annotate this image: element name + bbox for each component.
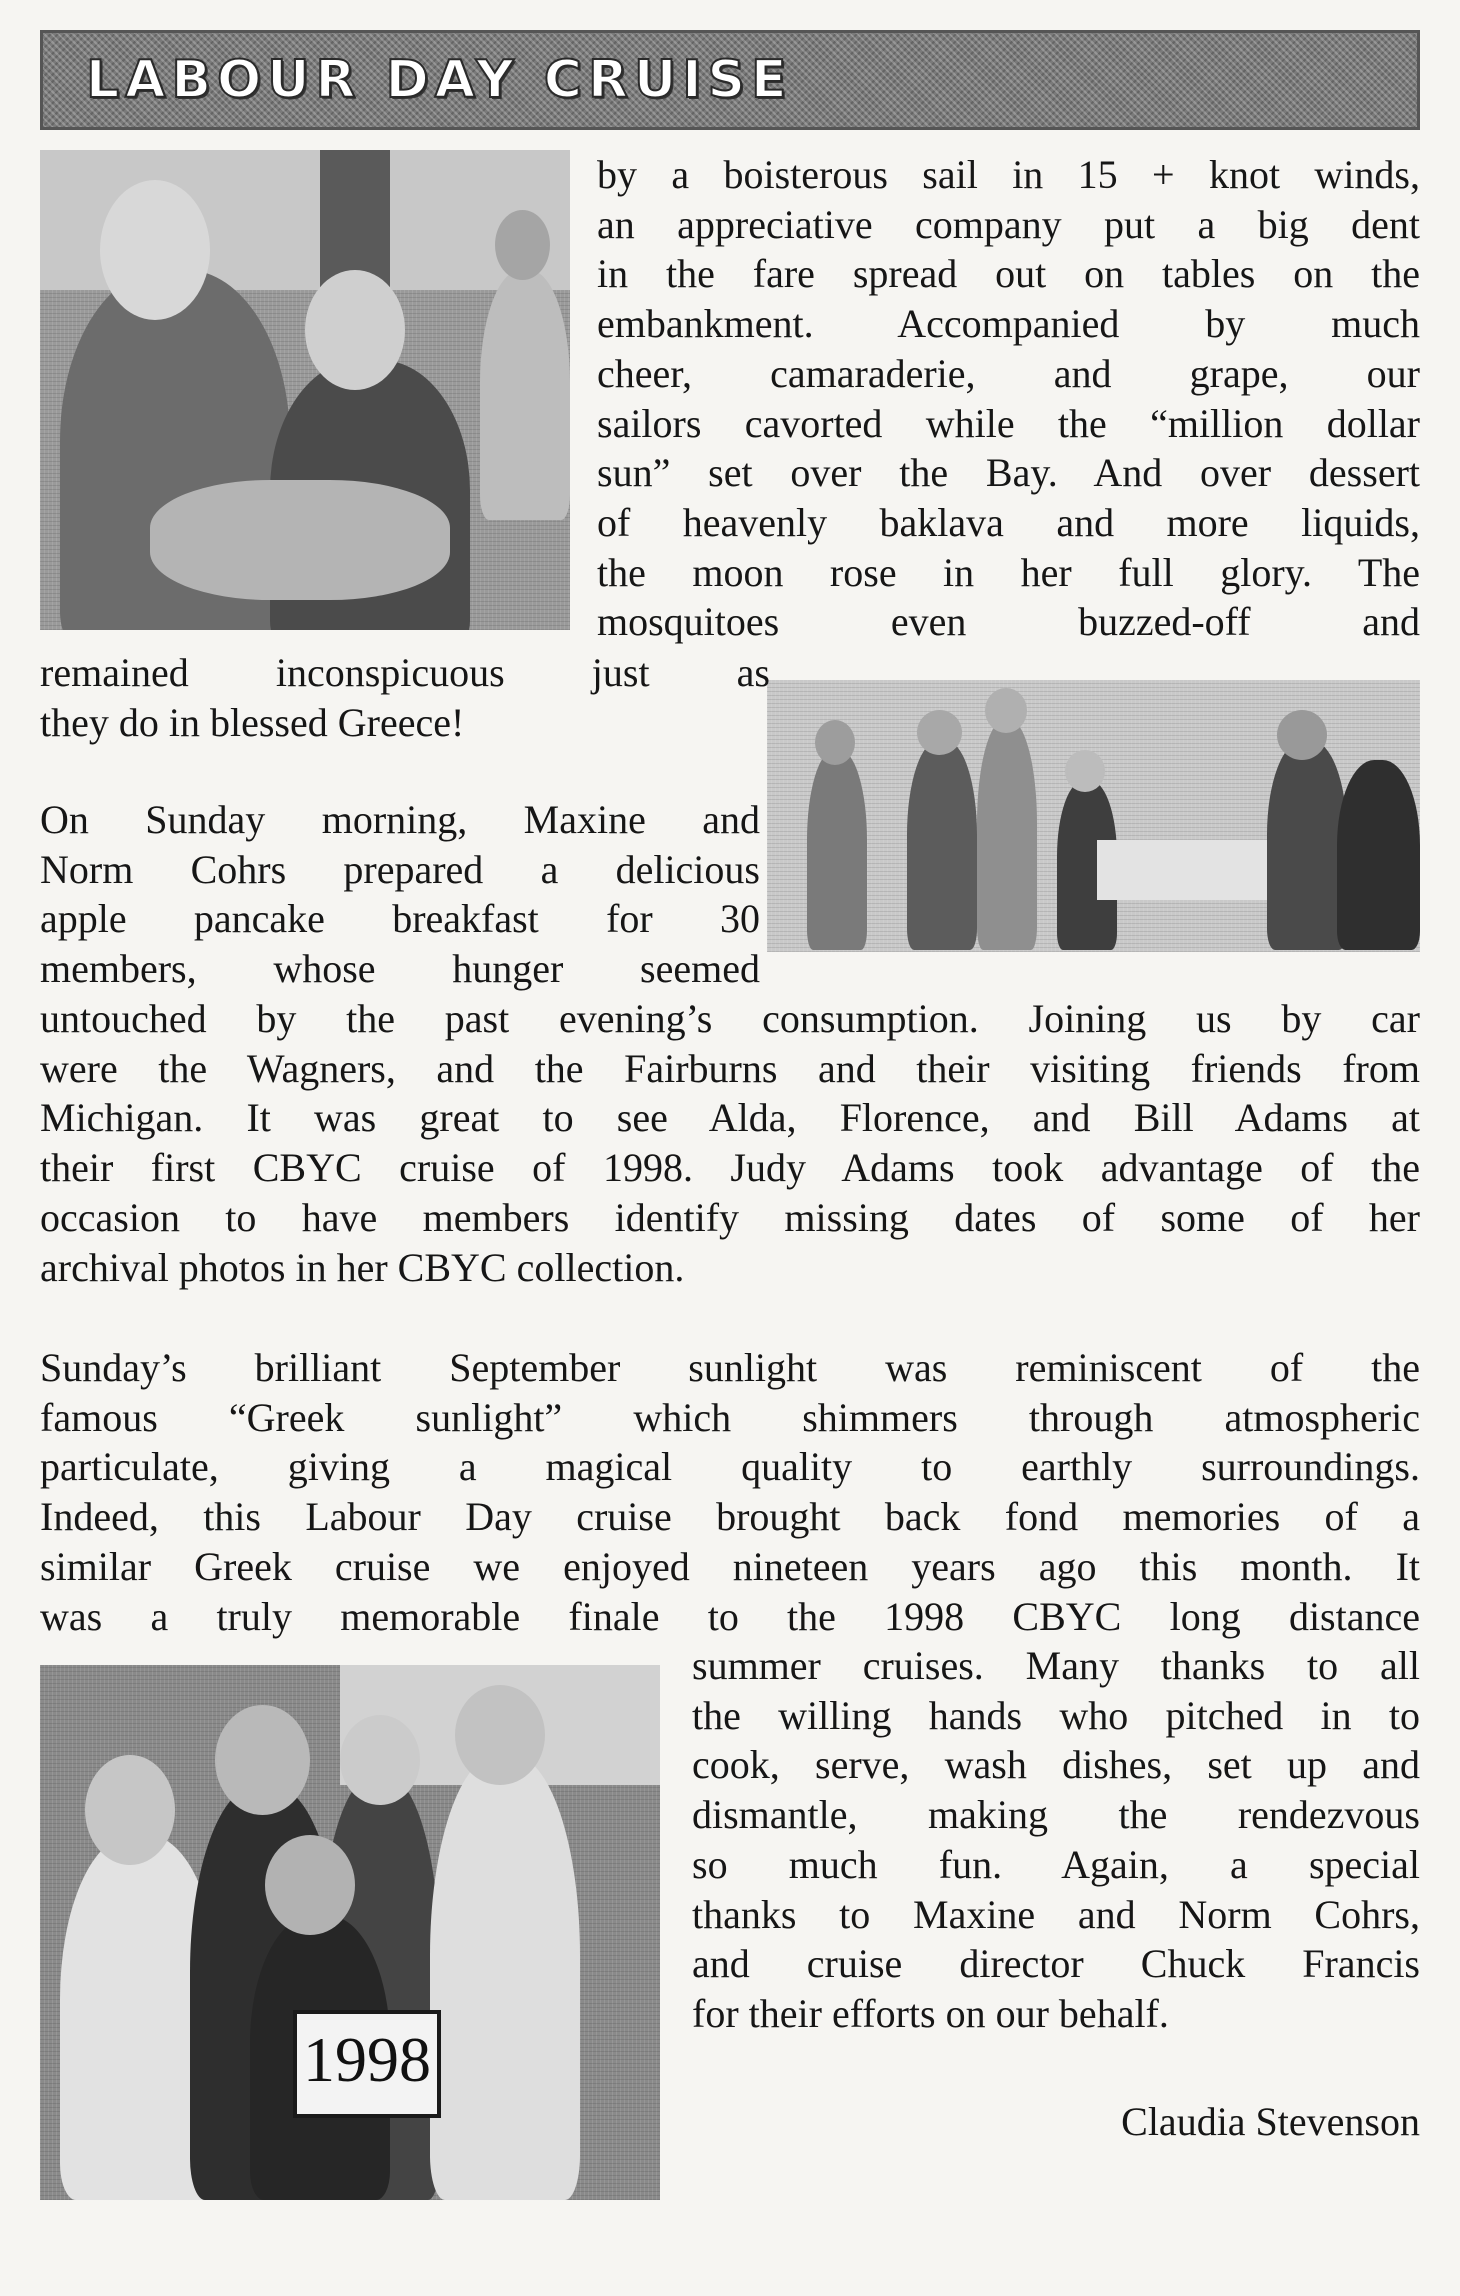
text-line: summer cruises. Many thanks to all [692, 1643, 1420, 1688]
paragraph-2-side [40, 795, 760, 994]
text-line: similar Greek cruise we enjoyed nineteen years ago this month. It [40, 1543, 1420, 1589]
text-line: untouched by the past evening’s consumption. Joining us by car [40, 996, 1420, 1041]
text-line: sailors cavorted while the “million dollar [597, 400, 1420, 446]
text-line: of heavenly baklava and more liquids, [597, 499, 1420, 545]
text-line: for their efforts on our behalf. [692, 1990, 1169, 2036]
paragraph-3 [40, 1343, 1420, 1641]
text-line: and cruise director Chuck Francis [692, 1941, 1420, 1987]
text-line: embankment. Accompanied by much [597, 301, 1420, 347]
text-line: so much fun. Again, a special [692, 1841, 1420, 1887]
text-line: particulate, giving a magical quality to earthly surroundings. [40, 1444, 1420, 1490]
text-line: remained inconspicuous just as [40, 650, 770, 695]
text-line: Sunday’s brilliant September sunlight was reminiscent of the [40, 1345, 1420, 1390]
text-line: cheer, camaraderie, and grape, our [597, 350, 1420, 396]
text-line: Michigan. It was great to see Alda, Florence, and Bill Adams at [40, 1095, 1420, 1141]
text-line: was a truly memorable finale to the 1998 CBYC long distance [40, 1593, 1420, 1639]
text-line: by a boisterous sail in 15 + knot winds, [597, 152, 1420, 197]
text-line: members, whose hunger seemed [40, 946, 760, 992]
text-line: the willing hands who pitched in to [692, 1692, 1420, 1738]
text-line: the moon rose in her full glory. The [597, 549, 1420, 595]
photo-men-with-food [40, 150, 570, 630]
text-line: mosquitoes even buzzed-off and [597, 599, 1420, 645]
text-line: occasion to have members identify missing dates of some of her [40, 1194, 1420, 1240]
header-banner [40, 30, 1420, 130]
paragraph-1-tail [40, 648, 770, 698]
text-line: famous “Greek sunlight” which shimmers through atmospheric [40, 1394, 1420, 1440]
photo-group-at-tables [767, 680, 1420, 952]
author-signature: Claudia Stevenson [1121, 2099, 1420, 2144]
text-line: they do in blessed Greece! [40, 700, 465, 745]
text-line: their first CBYC cruise of 1998. Judy Adams took advantage of the [40, 1145, 1420, 1191]
text-line: were the Wagners, and the Fairburns and their visiting friends from [40, 1045, 1420, 1091]
paragraph-3-side [692, 1641, 1420, 2039]
text-line: in the fare spread out on tables on the [597, 251, 1420, 297]
text-line: an appreciative company put a big dent [597, 201, 1420, 247]
paragraph-2-full [40, 994, 1420, 1292]
text-line: Norm Cohrs prepared a delicious [40, 846, 760, 892]
photo-group-portrait-1998 [40, 1665, 660, 2200]
text-line: On Sunday morning, Maxine and [40, 797, 760, 842]
text-line: archival photos in her CBYC collection. [40, 1244, 685, 1290]
year-sign: 1998 [293, 2010, 441, 2118]
paragraph-1-end [40, 698, 570, 748]
text-line: apple pancake breakfast for 30 [40, 896, 760, 942]
text-line: sun” set over the Bay. And over dessert [597, 450, 1420, 496]
page-title: LABOUR DAY CRUISE [86, 50, 793, 110]
text-line: thanks to Maxine and Norm Cohrs, [692, 1891, 1420, 1937]
text-line: dismantle, making the rendezvous [692, 1792, 1420, 1838]
paragraph-1 [597, 150, 1420, 647]
text-line: Indeed, this Labour Day cruise brought back fond memories of a [40, 1494, 1420, 1540]
text-line: cook, serve, wash dishes, set up and [692, 1742, 1420, 1788]
